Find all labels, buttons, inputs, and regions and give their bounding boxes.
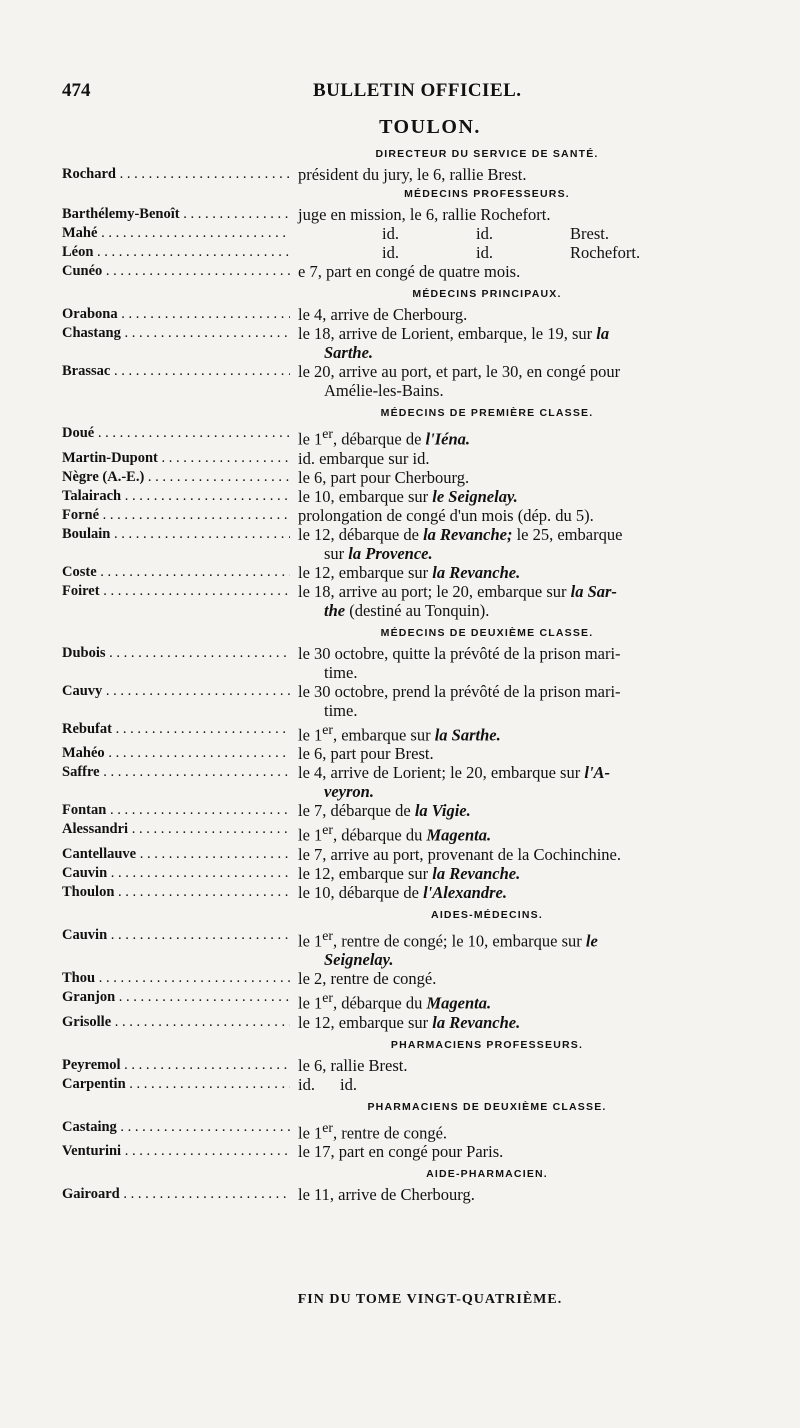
entry [62,424,772,449]
section-heading: AIDE-PHARMACIEN. [426,1168,548,1180]
ditto: id. [476,224,493,243]
entry [62,324,772,362]
entry-text: le 6, rallie Brest. [298,1055,408,1075]
entry-name: Rochard . . . [62,165,290,184]
entry-name: Cauvin . . . [62,926,290,945]
entry-text: e 7, part en congé de quatre mois. [298,262,521,281]
entry-name: Martin-Dupont . . . [62,449,290,468]
ship-name: the [324,600,346,620]
entry-name: Thoulon . . . [62,883,290,902]
entry-text: , débarque de [332,429,426,449]
entry-continuation: time. [324,662,358,682]
entry-name: Granjon . . . [62,988,290,1007]
entry-text: le 4, arrive de Cherbourg. [298,305,468,324]
entry-name: Brassac . . . [62,362,290,381]
entry [62,305,772,324]
entry-text: président du jury, le 6, rallie Brest. [298,165,527,184]
ship-name: la Sarthe. [434,725,501,744]
ordinal-sup: er [322,426,333,441]
ship-name: Seignelay. [324,950,394,969]
ship-name: Magenta. [426,825,492,845]
entry [62,1118,772,1143]
entry-text: le 12, embarque sur [298,863,433,883]
entry-continuation: time. [324,700,358,720]
ditto: id. [476,243,493,262]
ditto: id. [382,243,399,262]
entry [62,644,772,682]
entry [62,1142,772,1161]
entry-text: le 12, débarque de [298,524,424,544]
ship-name: la Vigie. [414,801,471,820]
ditto: id. [340,1074,357,1094]
city-title: TOULON. [379,116,481,138]
entry-name: Grisolle . . . [62,1013,290,1032]
end-of-volume: FIN DU TOME VINGT-QUATRIÈME. [297,1292,563,1307]
ordinal-sup: er [322,721,333,737]
entry-name: Cunéo . . . [62,262,290,281]
entry [62,205,772,224]
entry-text: le 11, arrive de Cherbourg. [298,1185,475,1204]
entry-text: le 1 [298,931,323,950]
entry [62,525,772,563]
entry-name: Cantellauve . . . [62,845,290,864]
entry [62,864,772,883]
entry [62,243,772,262]
entry-text: le 12, embarque sur [298,1012,433,1032]
entry [62,487,772,506]
entry-name: Coste . . . [62,563,290,582]
entry [62,468,772,487]
entry-text: le 1 [298,825,323,845]
ordinal-sup: er [322,990,333,1005]
entry [62,582,772,620]
entry [62,720,772,745]
entry-text: le 7, arrive au port, provenant de la Cochinchine. [298,844,622,864]
ship-name: la Revanche. [432,863,521,883]
entry [62,449,772,468]
entry-name: Orabona . . . [62,305,290,324]
entry [62,845,772,864]
entry-text: , rentre de congé. [332,1123,448,1142]
section-heading: AIDES-MÉDECINS. [431,908,543,921]
entry-text: le 7, débarque de [298,801,415,820]
entry-name: Mahéo . . . [62,744,290,763]
section-heading: MÉDECINS PRINCIPAUX. [412,288,562,300]
entry-text: le 18, arrive de Lorient, embarque, le 19, sur [298,324,597,343]
entry [62,1056,772,1075]
entry [62,1013,772,1032]
ship-name: la Provence. [348,543,433,563]
entry-name: Barthélemy-Benoît . . . [62,205,290,224]
ship-name: la [596,324,610,343]
entry-name: Rebufat . . . [62,720,290,739]
section-heading: MÉDECINS DE PREMIÈRE CLASSE. [380,407,594,419]
entry-text: le 30 octobre, prend la prévôté de la prison mari- [298,681,621,701]
ship-name: Sarthe. [324,343,374,362]
ship-name: la Sar- [570,581,617,601]
entry-text: le 25, embarque [512,524,623,544]
section-heading: DIRECTEUR DU SERVICE DE SANTÉ. [375,148,599,160]
entry [62,165,772,184]
entry [62,820,772,845]
entry [62,801,772,820]
entry-text: prolongation de congé d'un mois (dép. du 5). [298,505,594,525]
entry-text: juge en mission, le 6, rallie Rochefort. [298,205,551,224]
entry-name: Mahé . . . [62,224,290,243]
entry [62,224,772,243]
entry [62,744,772,763]
entry-text: le 4, arrive de Lorient; le 20, embarque sur [298,763,585,782]
entry-name: Cauvin . . . [62,864,290,883]
entry-continuation: Amélie-les-Bains. [324,381,444,400]
entry-text: le 17, part en congé pour Paris. [298,1142,504,1161]
entry [62,1185,772,1204]
section-heading: MÉDECINS PROFESSEURS. [404,188,570,200]
entry-name: Nègre (A.-E.) . . . [62,468,290,487]
entry-name: Saffre . . . [62,763,290,782]
document-body [62,144,772,1204]
entry [62,988,772,1013]
entry-name: Thou . . . [62,969,290,988]
ship-name: l'Alexandre. [423,882,507,902]
entry-text: sur [324,543,349,563]
entry [62,969,772,988]
entry-name: Dubois . . . [62,644,290,663]
entry-text: le 6, part pour Cherbourg. [298,467,470,487]
entry-name: Talairach . . . [62,487,290,506]
entry [62,883,772,902]
entry-text: le 1 [298,1123,323,1142]
entry-text: , rentre de congé; le 10, embarque sur [332,931,586,950]
entry-text: le 30 octobre, quitte la prévôté de la prison mari- [298,643,621,663]
entry-text: le 1 [298,725,323,744]
entry [62,362,772,400]
entry-name: Alessandri . . . [62,820,290,839]
section-heading: PHARMACIENS PROFESSEURS. [390,1038,584,1051]
entry-name: Castaing . . . [62,1118,290,1137]
entry-text: le 12, embarque sur [298,562,433,582]
running-head: BULLETIN OFFICIEL. [313,80,522,101]
entry [62,506,772,525]
ordinal-sup: er [322,822,333,837]
entry-name: Foiret . . . [62,582,290,601]
ship-name: la Revanche. [432,562,521,582]
entry-text: , débarque du [332,825,427,845]
entry-text: , embarque sur [332,725,435,744]
entry-text: le 18, arrive au port; le 20, embarque sur [298,581,571,601]
entry-text: , débarque du [332,993,427,1013]
entry-name: Chastang . . . [62,324,290,343]
entry [62,682,772,720]
entry-text: le 6, part pour Brest. [298,744,434,763]
ship-name: la Revanche. [432,1012,521,1032]
entry-name: Forné . . . [62,506,290,525]
ditto: id. [382,224,399,243]
ship-name: l'Iéna. [425,429,470,449]
entry-name: Peyremol . . . [62,1056,290,1075]
entry [62,763,772,801]
entry-text: Rochefort. [570,243,641,262]
ship-name: l'A- [584,763,611,782]
entry-name: Cauvy . . . [62,682,290,701]
entry [62,926,772,970]
entry-text: le 1 [298,429,323,449]
entry [62,262,772,281]
entry-text: id. embarque sur id. [298,448,430,468]
entry [62,1075,772,1094]
entry-text: le 20, arrive au port, et part, le 30, en congé pour [298,362,621,381]
ship-name: le [585,931,598,950]
ship-name: le Seignelay. [432,486,518,506]
entry-text: le 10, embarque sur [298,486,433,506]
entry-name: Fontan . . . [62,801,290,820]
ship-name: Magenta. [426,993,492,1013]
ordinal-sup: er [322,1119,333,1135]
entry-name: Léon . . . [62,243,290,262]
entry-text: le 10, débarque de [298,882,424,902]
entry-name: Venturini . . . [62,1142,290,1161]
ship-name: veyron. [324,782,374,801]
entry-text: le 2, rentre de congé. [298,969,437,988]
entry-text: le 1 [298,993,323,1013]
entry-name: Doué . . . [62,424,290,443]
page-number: 474 [62,80,91,101]
section-heading: PHARMACIENS DE DEUXIÈME CLASSE. [367,1100,607,1113]
ditto: id. [298,1074,315,1094]
section-heading: MÉDECINS DE DEUXIÈME CLASSE. [380,626,594,639]
ship-name: la Revanche; [423,524,513,544]
ordinal-sup: er [322,927,333,943]
entry-name: Gairoard . . . [62,1185,290,1204]
entry [62,563,772,582]
entry-name: Boulain . . . [62,525,290,544]
entry-text: Brest. [570,224,609,243]
entry-name: Carpentin . . . [62,1075,290,1094]
entry-text: (destiné au Tonquin). [345,600,490,620]
